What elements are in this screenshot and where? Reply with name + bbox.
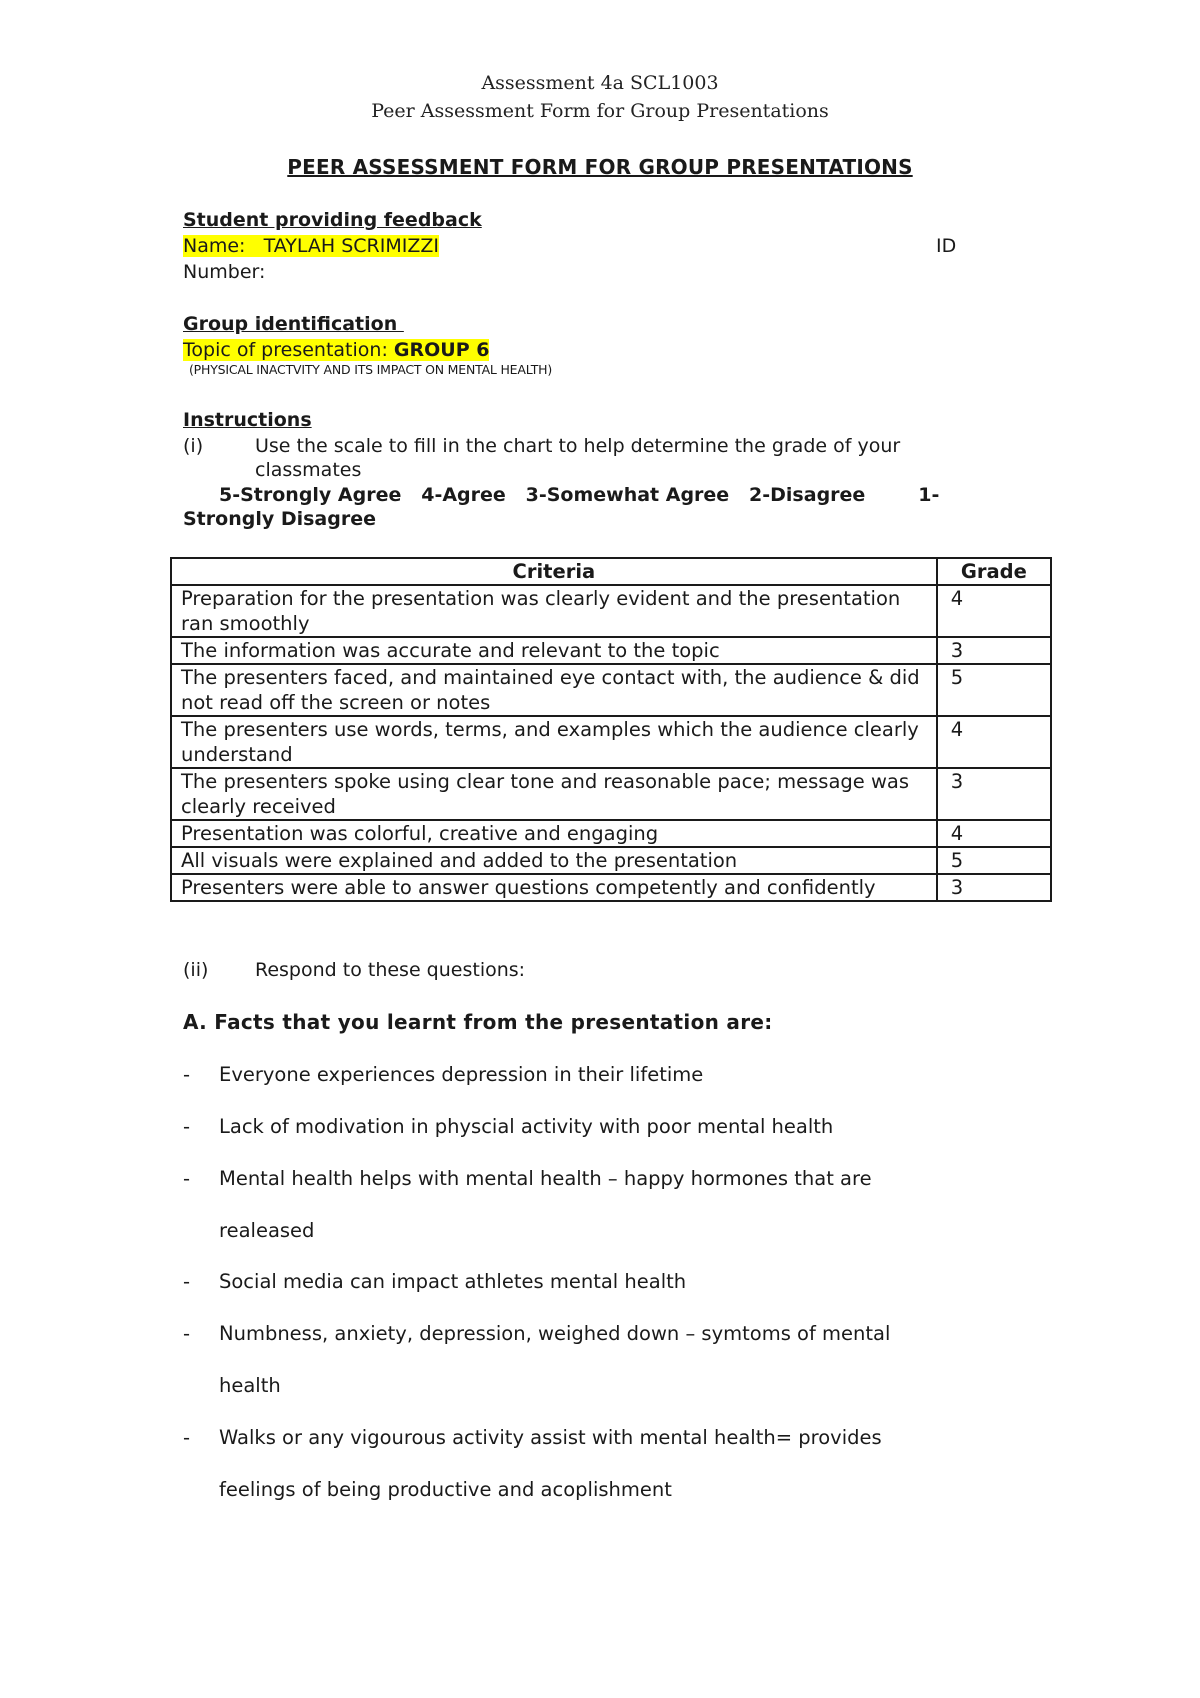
- bullet-dash: -: [183, 1270, 191, 1293]
- list-item-continuation: realeased: [219, 1219, 315, 1242]
- table-row: [171, 820, 1051, 847]
- criteria-cell: The presenters spoke using clear tone and reasonable pace; message was clearly received: [171, 768, 937, 820]
- name-value: TAYLAH SCRIMIZZI: [263, 235, 439, 257]
- grade-cell: 4: [937, 585, 1051, 637]
- list-item: Everyone experiences depression in their lifetime: [219, 1063, 704, 1086]
- instruction-2-number: (ii): [183, 959, 209, 981]
- grade-cell: 4: [937, 820, 1051, 847]
- criteria-cell: Presentation was colorful, creative and engaging: [171, 820, 937, 847]
- table-row: [171, 768, 1051, 820]
- list-item-continuation: feelings of being productive and acoplishment: [219, 1478, 672, 1501]
- id-label: ID: [936, 235, 957, 257]
- table-row: [171, 664, 1051, 716]
- header-line-1: Assessment 4a SCL1003: [481, 72, 719, 94]
- criteria-cell: Preparation for the presentation was clearly evident and the presentation ran smoothly: [171, 585, 937, 637]
- grade-cell: 3: [937, 768, 1051, 820]
- page-title: PEER ASSESSMENT FORM FOR GROUP PRESENTATIONS: [287, 155, 913, 179]
- criteria-cell: The presenters use words, terms, and examples which the audience clearly understand: [171, 716, 937, 768]
- criteria-cell: Presenters were able to answer questions competently and confidently: [171, 874, 937, 901]
- topic-line: [183, 338, 489, 362]
- list-item: Numbness, anxiety, depression, weighed down – symtoms of mental: [219, 1322, 891, 1345]
- topic-subtitle: (PHYSICAL INACTVITY AND ITS IMPACT ON MENTAL HEALTH): [189, 362, 553, 377]
- instruction-1-number: (i): [183, 435, 204, 457]
- criteria-cell: All visuals were explained and added to the presentation: [171, 847, 937, 874]
- bullet-dash: -: [183, 1426, 191, 1449]
- grading-scale-line-1: 5-Strongly Agree 4-Agree 3-Somewhat Agree 2-Disagree 1-: [219, 484, 940, 506]
- table-header-row: [171, 558, 1051, 585]
- grade-cell: 3: [937, 874, 1051, 901]
- grade-cell: 3: [937, 637, 1051, 664]
- instructions-heading: Instructions: [183, 409, 312, 431]
- section-a-heading: A. Facts that you learnt from the presentation are:: [183, 1010, 773, 1034]
- criteria-column-header: Criteria: [171, 558, 937, 585]
- grade-column-header: Grade: [937, 558, 1051, 585]
- list-item: Lack of modivation in physcial activity with poor mental health: [219, 1115, 834, 1138]
- grading-scale-line-2: Strongly Disagree: [183, 508, 376, 530]
- criteria-cell: The information was accurate and relevant to the topic: [171, 637, 937, 664]
- list-item: Walks or any vigourous activity assist with mental health= provides: [219, 1426, 882, 1449]
- table-row: [171, 874, 1051, 901]
- criteria-table: [170, 557, 1052, 902]
- number-label: Number:: [183, 261, 266, 283]
- header-line-2: Peer Assessment Form for Group Presentations: [371, 100, 829, 122]
- group-heading: Group identification: [183, 313, 404, 335]
- instruction-1-text-a: Use the scale to fill in the chart to help determine the grade of your: [255, 435, 901, 457]
- instruction-2-text: Respond to these questions:: [255, 959, 526, 981]
- topic-label: Topic of presentation:: [183, 339, 388, 361]
- list-item: Social media can impact athletes mental health: [219, 1270, 687, 1293]
- table-row: [171, 637, 1051, 664]
- instruction-1-text-b: classmates: [255, 459, 362, 481]
- table-row: [171, 847, 1051, 874]
- bullet-dash: -: [183, 1322, 191, 1345]
- criteria-cell: The presenters faced, and maintained eye contact with, the audience & did not read off the screen or notes: [171, 664, 937, 716]
- bullet-dash: -: [183, 1063, 191, 1086]
- table-row: [171, 716, 1051, 768]
- list-item: Mental health helps with mental health – happy hormones that are: [219, 1167, 872, 1190]
- table-row: [171, 585, 1051, 637]
- bullet-dash: -: [183, 1167, 191, 1190]
- topic-value: GROUP 6: [393, 339, 490, 361]
- grade-cell: 5: [937, 847, 1051, 874]
- student-name-line: [183, 234, 439, 258]
- grade-cell: 4: [937, 716, 1051, 768]
- list-item-continuation: health: [219, 1374, 281, 1397]
- name-label: Name:: [183, 235, 246, 257]
- student-heading: Student providing feedback: [183, 209, 482, 231]
- grade-cell: 5: [937, 664, 1051, 716]
- bullet-dash: -: [183, 1115, 191, 1138]
